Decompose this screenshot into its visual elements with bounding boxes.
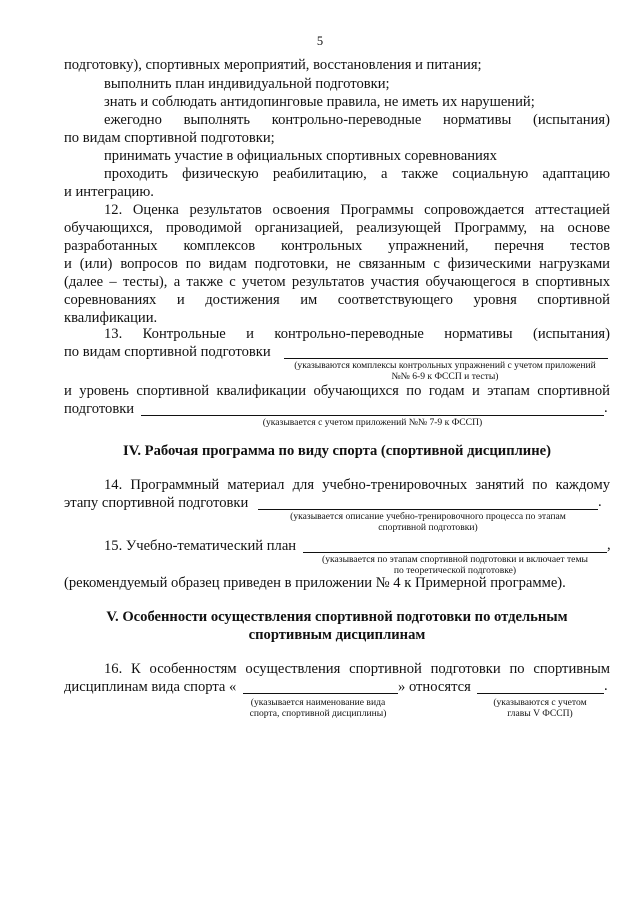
footnote-label: (указывается по этапам спортивной подготовки и включает темы xyxy=(322,554,588,565)
text-line: дисциплинам вида спорта « xyxy=(64,679,237,695)
text-line: по видам спортивной подготовки xyxy=(64,344,271,360)
footnote-label: (указываются с учетом xyxy=(493,697,587,708)
text-line: 12. Оценка результатов освоения Программы сопровождается аттестацией xyxy=(104,202,610,218)
comma-mark: , xyxy=(607,537,611,553)
period-mark: . xyxy=(604,400,608,416)
section-heading: спортивным дисциплинам xyxy=(248,627,426,643)
text-line: подготовку), спортивных мероприятий, восстановления и питания; xyxy=(64,57,482,73)
text-line: проходить физическую реабилитацию, а также социальную адаптацию xyxy=(104,166,610,182)
footnote-label: спорта, спортивной дисциплины) xyxy=(249,708,387,719)
text-line: (рекомендуемый образец приведен в приложении № 4 к Примерной программе). xyxy=(64,575,566,591)
text-line: 16. К особенностям осуществления спортивной подготовки по спортивным xyxy=(104,661,610,677)
text-line: выполнить план индивидуальной подготовки; xyxy=(104,76,390,92)
footnote-label: по теоретической подготовке) xyxy=(393,565,517,576)
text-line: и уровень спортивной квалификации обучающихся по годам и этапам спортивной xyxy=(64,383,610,399)
page-number: 5 xyxy=(316,34,324,48)
footnote-label: спортивной подготовки) xyxy=(378,522,478,533)
text-line: соревнованиях и достижения им соответствующего уровня спортивной xyxy=(64,292,610,308)
footnote-label: (указываются комплексы контрольных упражнений с учетом приложений xyxy=(294,360,596,371)
footnote-label: №№ 6-9 к ФССП и тесты) xyxy=(391,371,499,382)
fill-in-line xyxy=(243,693,398,694)
text-line: 14. Программный материал для учебно-тренировочных занятий по каждому xyxy=(104,477,610,493)
text-line: (далее – тесты), а также с учетом результатов участия обучающегося в спортивных xyxy=(64,274,610,290)
text-line: принимать участие в официальных спортивных соревнованиях xyxy=(104,148,497,164)
text-line: 15. Учебно-тематический план xyxy=(104,538,297,554)
fill-in-line xyxy=(477,693,604,694)
section-heading: V. Особенности осуществления спортивной подготовки по отдельным xyxy=(106,609,568,625)
text-line: знать и соблюдать антидопинговые правила, не иметь их нарушений; xyxy=(104,94,535,110)
text-line: квалификации. xyxy=(64,310,158,326)
fill-in-line xyxy=(284,358,608,359)
text-line: и (или) вопросов по видам подготовки, не связанным с физическими нагрузками xyxy=(64,256,610,272)
text-line: 13. Контрольные и контрольно-переводные нормативы (испытания) xyxy=(104,326,610,342)
period-mark: . xyxy=(604,678,608,694)
text-line: ежегодно выполнять контрольно-переводные нормативы (испытания) xyxy=(104,112,610,128)
fill-in-line xyxy=(141,415,604,416)
footnote-label: (указывается с учетом приложений №№ 7-9 к ФССП) xyxy=(262,417,483,428)
fill-in-line xyxy=(258,509,598,510)
fill-in-line xyxy=(303,552,607,553)
text-line: и интеграцию. xyxy=(64,184,154,200)
text-line: этапу спортивной подготовки xyxy=(64,495,249,511)
text-line: обучающихся, проводимой организацией, реализующей Программу, на основе xyxy=(64,220,610,236)
text-line: подготовки xyxy=(64,401,135,417)
text-line: » относятся xyxy=(398,679,471,695)
section-heading: IV. Рабочая программа по виду спорта (спортивной дисциплине) xyxy=(123,443,551,459)
footnote-label: (указывается описание учебно-тренировочного процесса по этапам xyxy=(290,511,566,522)
footnote-label: (указывается наименование вида xyxy=(250,697,386,708)
text-line: по видам спортивной подготовки; xyxy=(64,130,275,146)
period-mark: . xyxy=(598,494,602,510)
text-line: разработанных комплексов контрольных упражнений, перечня тестов xyxy=(64,238,610,254)
footnote-label: главы V ФССП) xyxy=(507,708,573,719)
